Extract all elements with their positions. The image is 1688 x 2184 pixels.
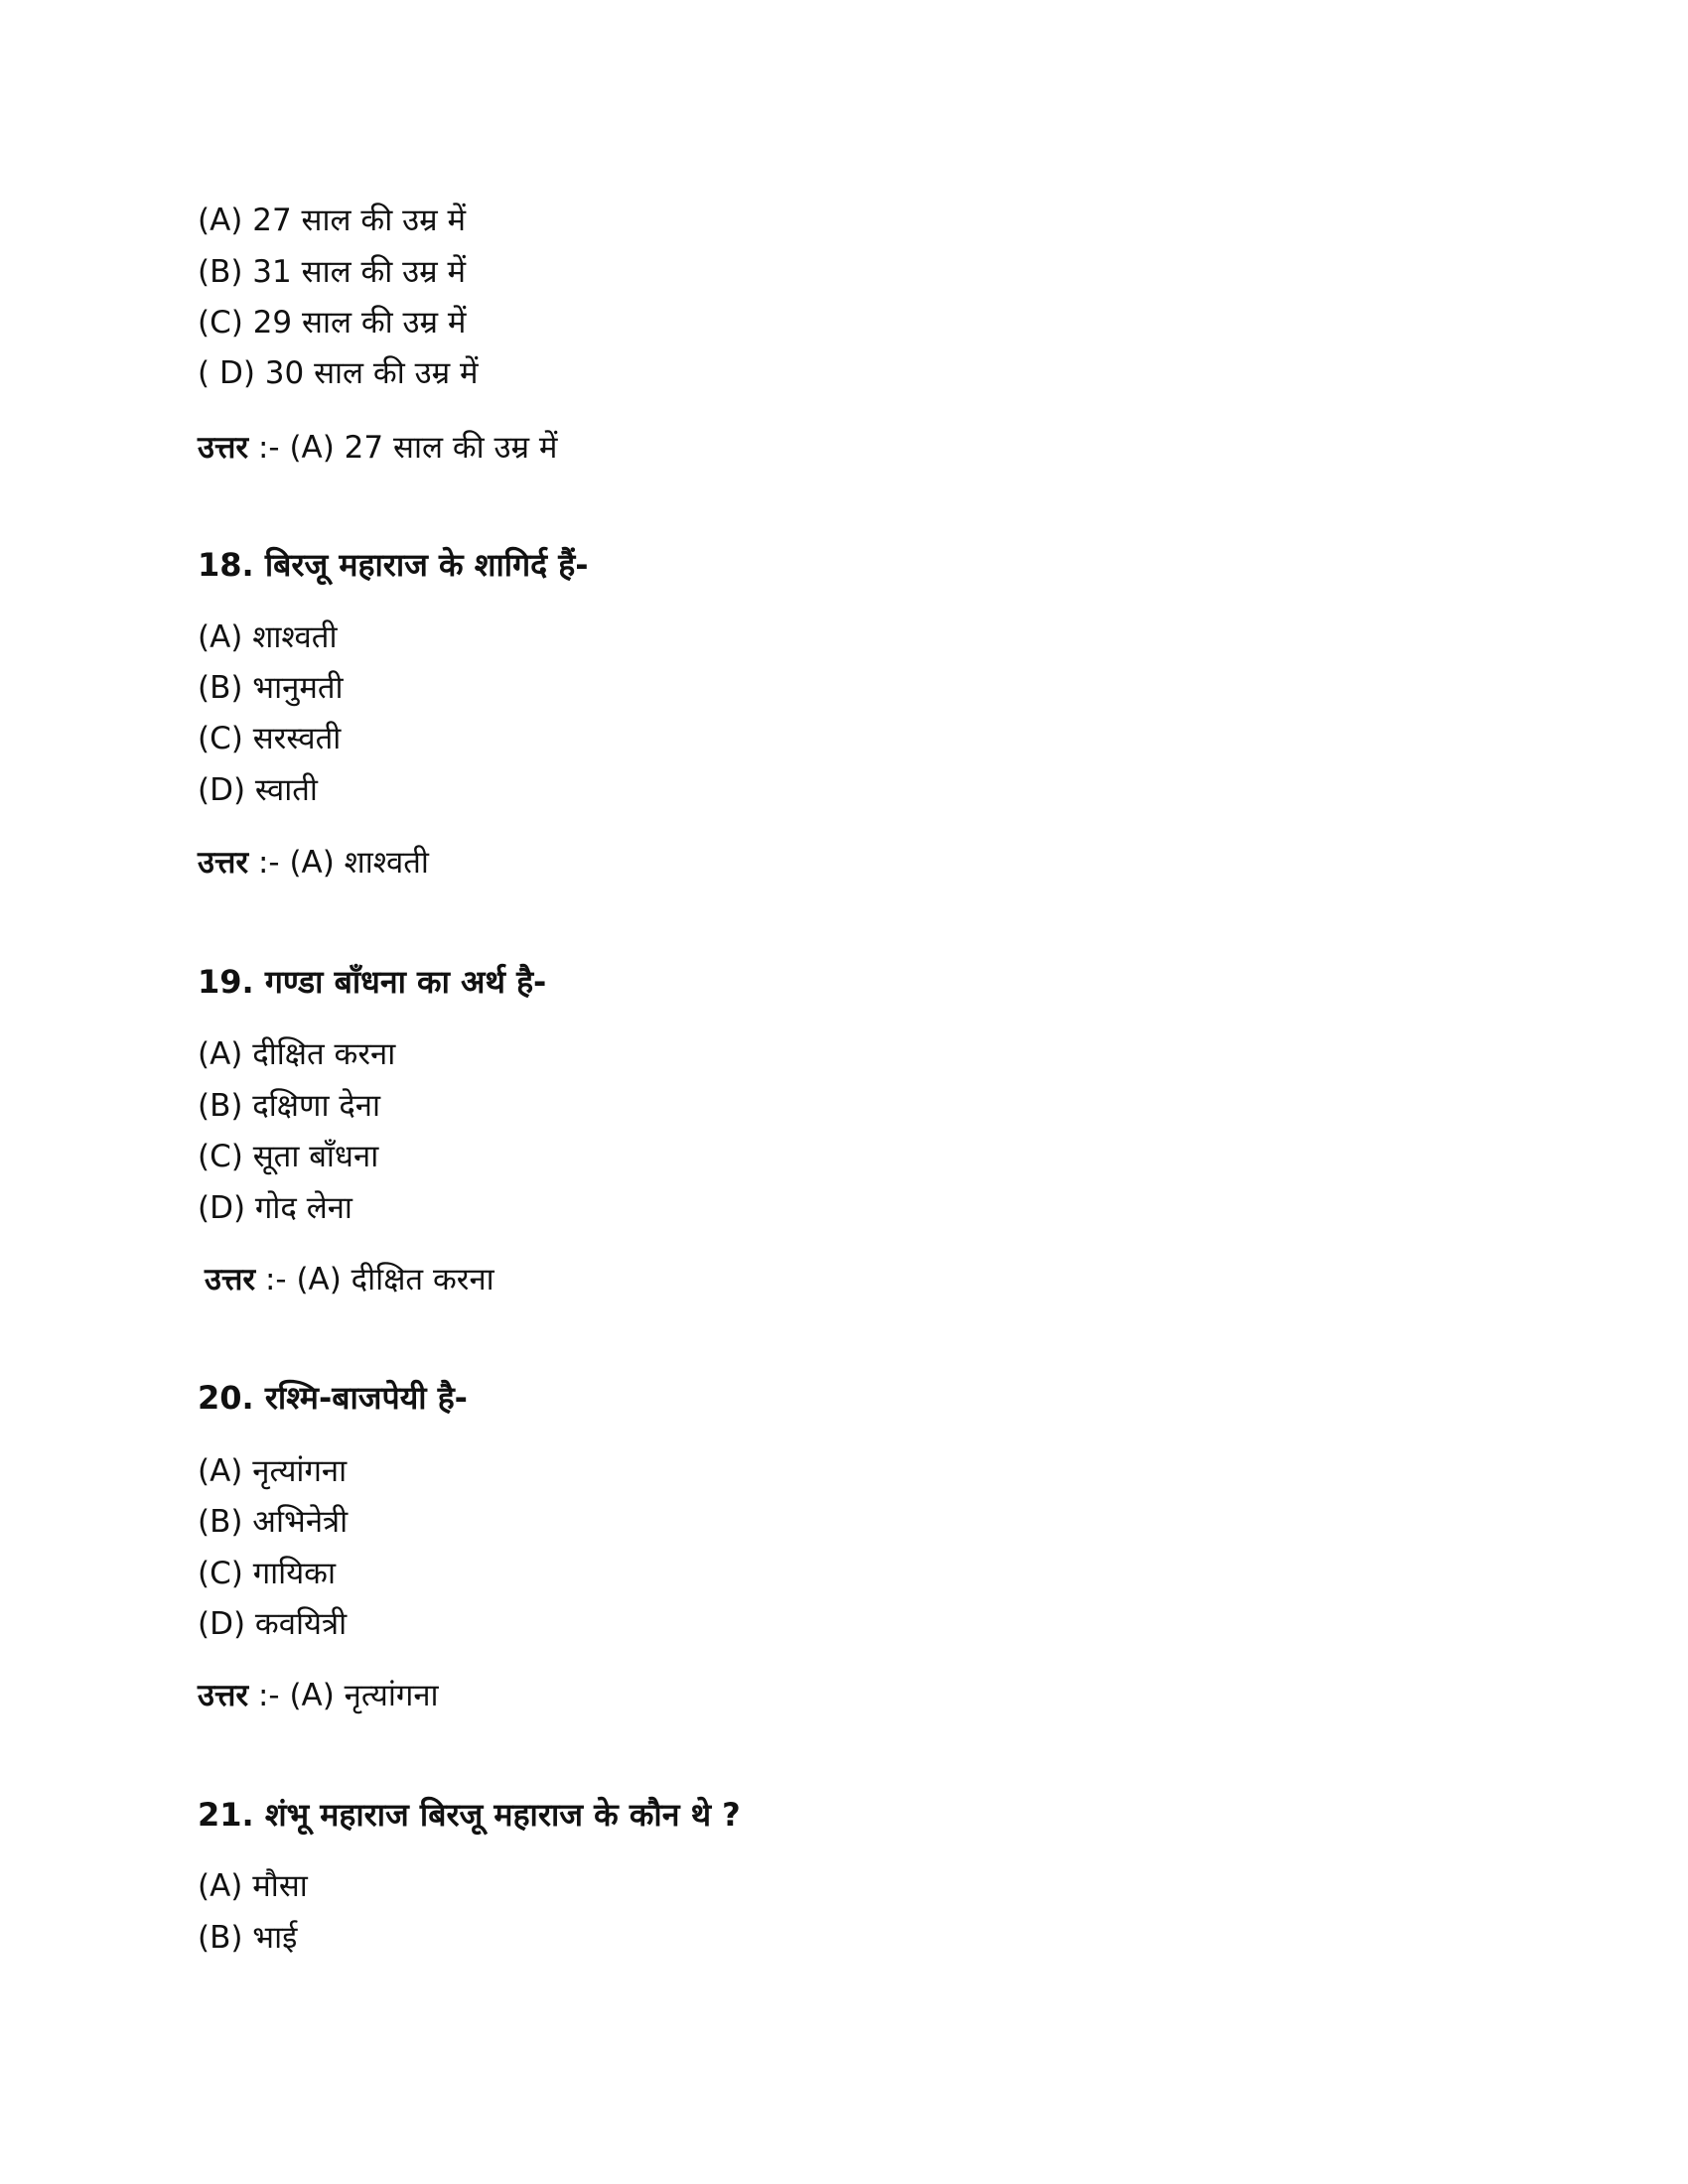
q20-question: 20. रश्मि-बाजपेयी है-: [198, 1379, 468, 1417]
q20-option-c: (C) गायिका: [198, 1556, 337, 1591]
answer-text: (A) दीक्षित करना: [296, 1262, 494, 1297]
q20-option-a: (A) नृत्यांगना: [198, 1453, 348, 1489]
q18-answer: [198, 841, 429, 885]
answer-sep: :-: [248, 1678, 290, 1713]
q17-answer: [198, 426, 557, 470]
answer-label: उत्तर: [198, 845, 249, 881]
q20-option-b: (B) अभिनेत्री: [198, 1504, 349, 1540]
q18-option-d: (D) स्वाती: [198, 772, 318, 808]
q19-answer: [205, 1258, 494, 1301]
q18-option-c: (C) सरस्वती: [198, 721, 342, 756]
answer-sep: :-: [248, 430, 290, 466]
q17-option-d: ( D) 30 साल की उम्र में: [198, 355, 479, 391]
q18-option-b: (B) भानुमती: [198, 670, 344, 706]
q21-option-a: (A) मौसा: [198, 1868, 308, 1904]
q21-option-b: (B) भाई: [198, 1920, 298, 1956]
q19-option-d: (D) गोद लेना: [198, 1190, 352, 1226]
answer-text: (A) नृत्यांगना: [289, 1678, 439, 1713]
q20-option-d: (D) कवयित्री: [198, 1606, 348, 1642]
q20-answer: [198, 1674, 439, 1717]
answer-sep: :-: [255, 1262, 297, 1297]
q19-option-b: (B) दक्षिणा देना: [198, 1088, 381, 1124]
answer-label: उत्तर: [198, 430, 249, 466]
q18-option-a: (A) शाश्वती: [198, 619, 338, 655]
q17-option-c: (C) 29 साल की उम्र में: [198, 305, 467, 341]
q21-question: 21. शंभू महाराज बिरजू महाराज के कौन थे ?: [198, 1796, 741, 1834]
answer-text: (A) शाश्वती: [289, 845, 429, 881]
q19-option-a: (A) दीक्षित करना: [198, 1036, 396, 1072]
q19-option-c: (C) सूता बाँधना: [198, 1139, 379, 1174]
answer-label: उत्तर: [198, 1678, 249, 1713]
answer-text: (A) 27 साल की उम्र में: [289, 430, 558, 466]
answer-label: उत्तर: [205, 1262, 256, 1297]
answer-sep: :-: [248, 845, 290, 881]
q17-option-a: (A) 27 साल की उम्र में: [198, 203, 467, 238]
q19-question: 19. गण्डा बाँधना का अर्थ है-: [198, 963, 547, 1001]
q18-question: 18. बिरजू महाराज के शागिर्द हैं-: [198, 546, 589, 584]
q17-option-b: (B) 31 साल की उम्र में: [198, 254, 467, 290]
